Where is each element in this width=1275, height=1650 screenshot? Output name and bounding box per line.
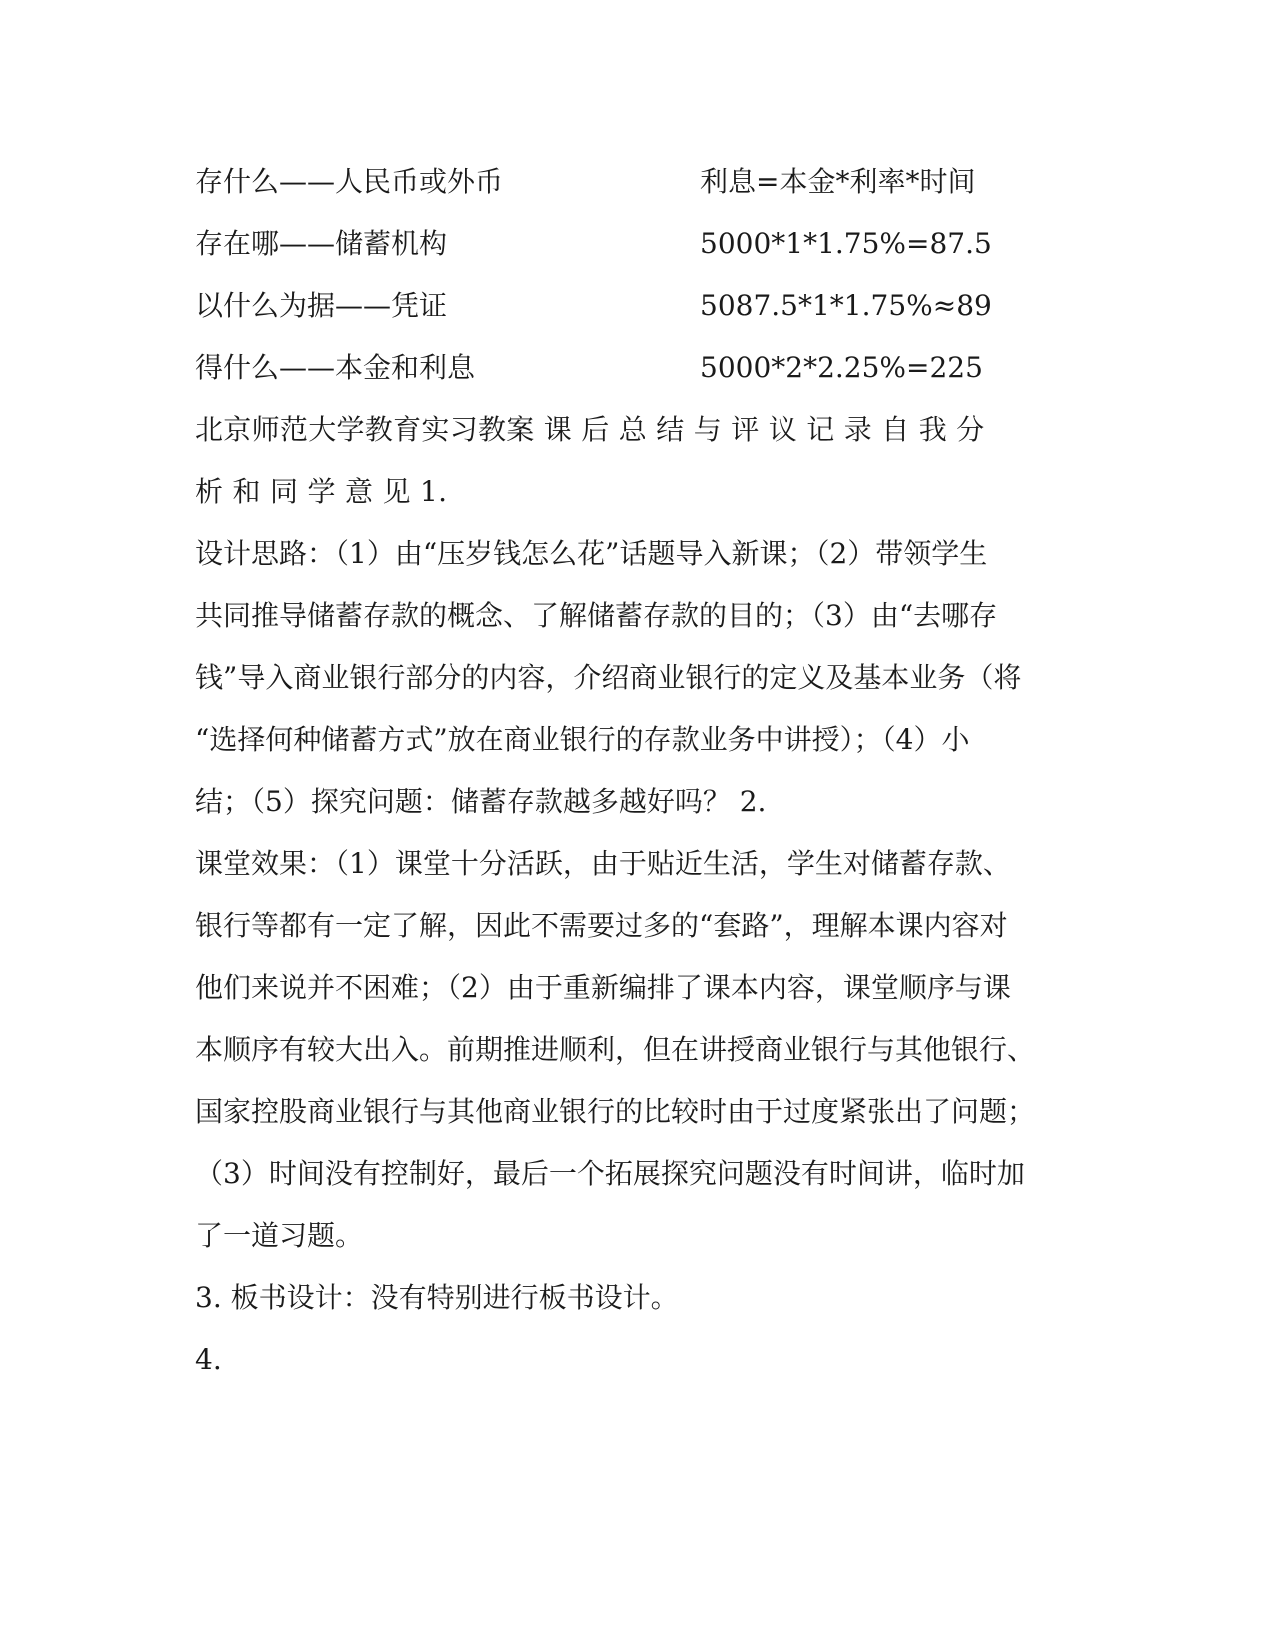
right-column-line-2: 5000*1*1.75%=87.5 (700, 227, 992, 260)
body-line-14: 了一道习题。 (195, 1219, 364, 1252)
body-line-7: 结；（5）探究问题：储蓄存款越多越好吗？ 2. (195, 785, 767, 818)
body-line-3: 设计思路：（1）由“压岁钱怎么花”话题导入新课；（2）带领学生 (195, 537, 988, 570)
body-line-10: 他们来说并不困难；（2）由于重新编排了课本内容，课堂顺序与课 (195, 971, 1011, 1004)
left-column-line-1: 存什么——人民币或外币 (195, 165, 504, 198)
body-line-1: 北京师范大学教育实习教案 课 后 总 结 与 评 议 记 录 自 我 分 (195, 413, 985, 446)
body-line-12: 国家控股商业银行与其他商业银行的比较时由于过度紧张出了问题； (195, 1095, 1036, 1128)
right-column-line-4: 5000*2*2.25%=225 (700, 351, 983, 384)
body-line-9: 银行等都有一定了解，因此不需要过多的“套路”，理解本课内容对 (195, 909, 1008, 942)
left-column-line-3: 以什么为据——凭证 (195, 289, 448, 322)
right-column-line-3: 5087.5*1*1.75%≈89 (700, 289, 992, 322)
body-line-6: “选择何种储蓄方式”放在商业银行的存款业务中讲授）；（4）小 (195, 723, 970, 756)
left-column-line-2: 存在哪——储蓄机构 (195, 227, 448, 260)
body-line-4: 共同推导储蓄存款的概念、了解储蓄存款的目的；（3）由“去哪存 (195, 599, 998, 632)
left-column-line-4: 得什么——本金和利息 (195, 351, 476, 384)
body-line-15: 3. 板书设计：没有特别进行板书设计。 (195, 1281, 679, 1314)
body-line-8: 课堂效果：（1）课堂十分活跃，由于贴近生活，学生对储蓄存款、 (195, 847, 1011, 880)
body-line-11: 本顺序有较大出入。前期推进顺利，但在讲授商业银行与其他银行、 (195, 1033, 1036, 1066)
body-line-2: 析 和 同 学 意 见 1. (195, 475, 448, 508)
body-line-13: （3）时间没有控制好，最后一个拓展探究问题没有时间讲，临时加 (195, 1157, 1025, 1190)
body-line-16: 4. (195, 1343, 222, 1376)
body-line-5: 钱”导入商业银行部分的内容，介绍商业银行的定义及基本业务（将 (195, 661, 1022, 694)
right-column-line-1: 利息=本金*利率*时间 (700, 165, 976, 198)
